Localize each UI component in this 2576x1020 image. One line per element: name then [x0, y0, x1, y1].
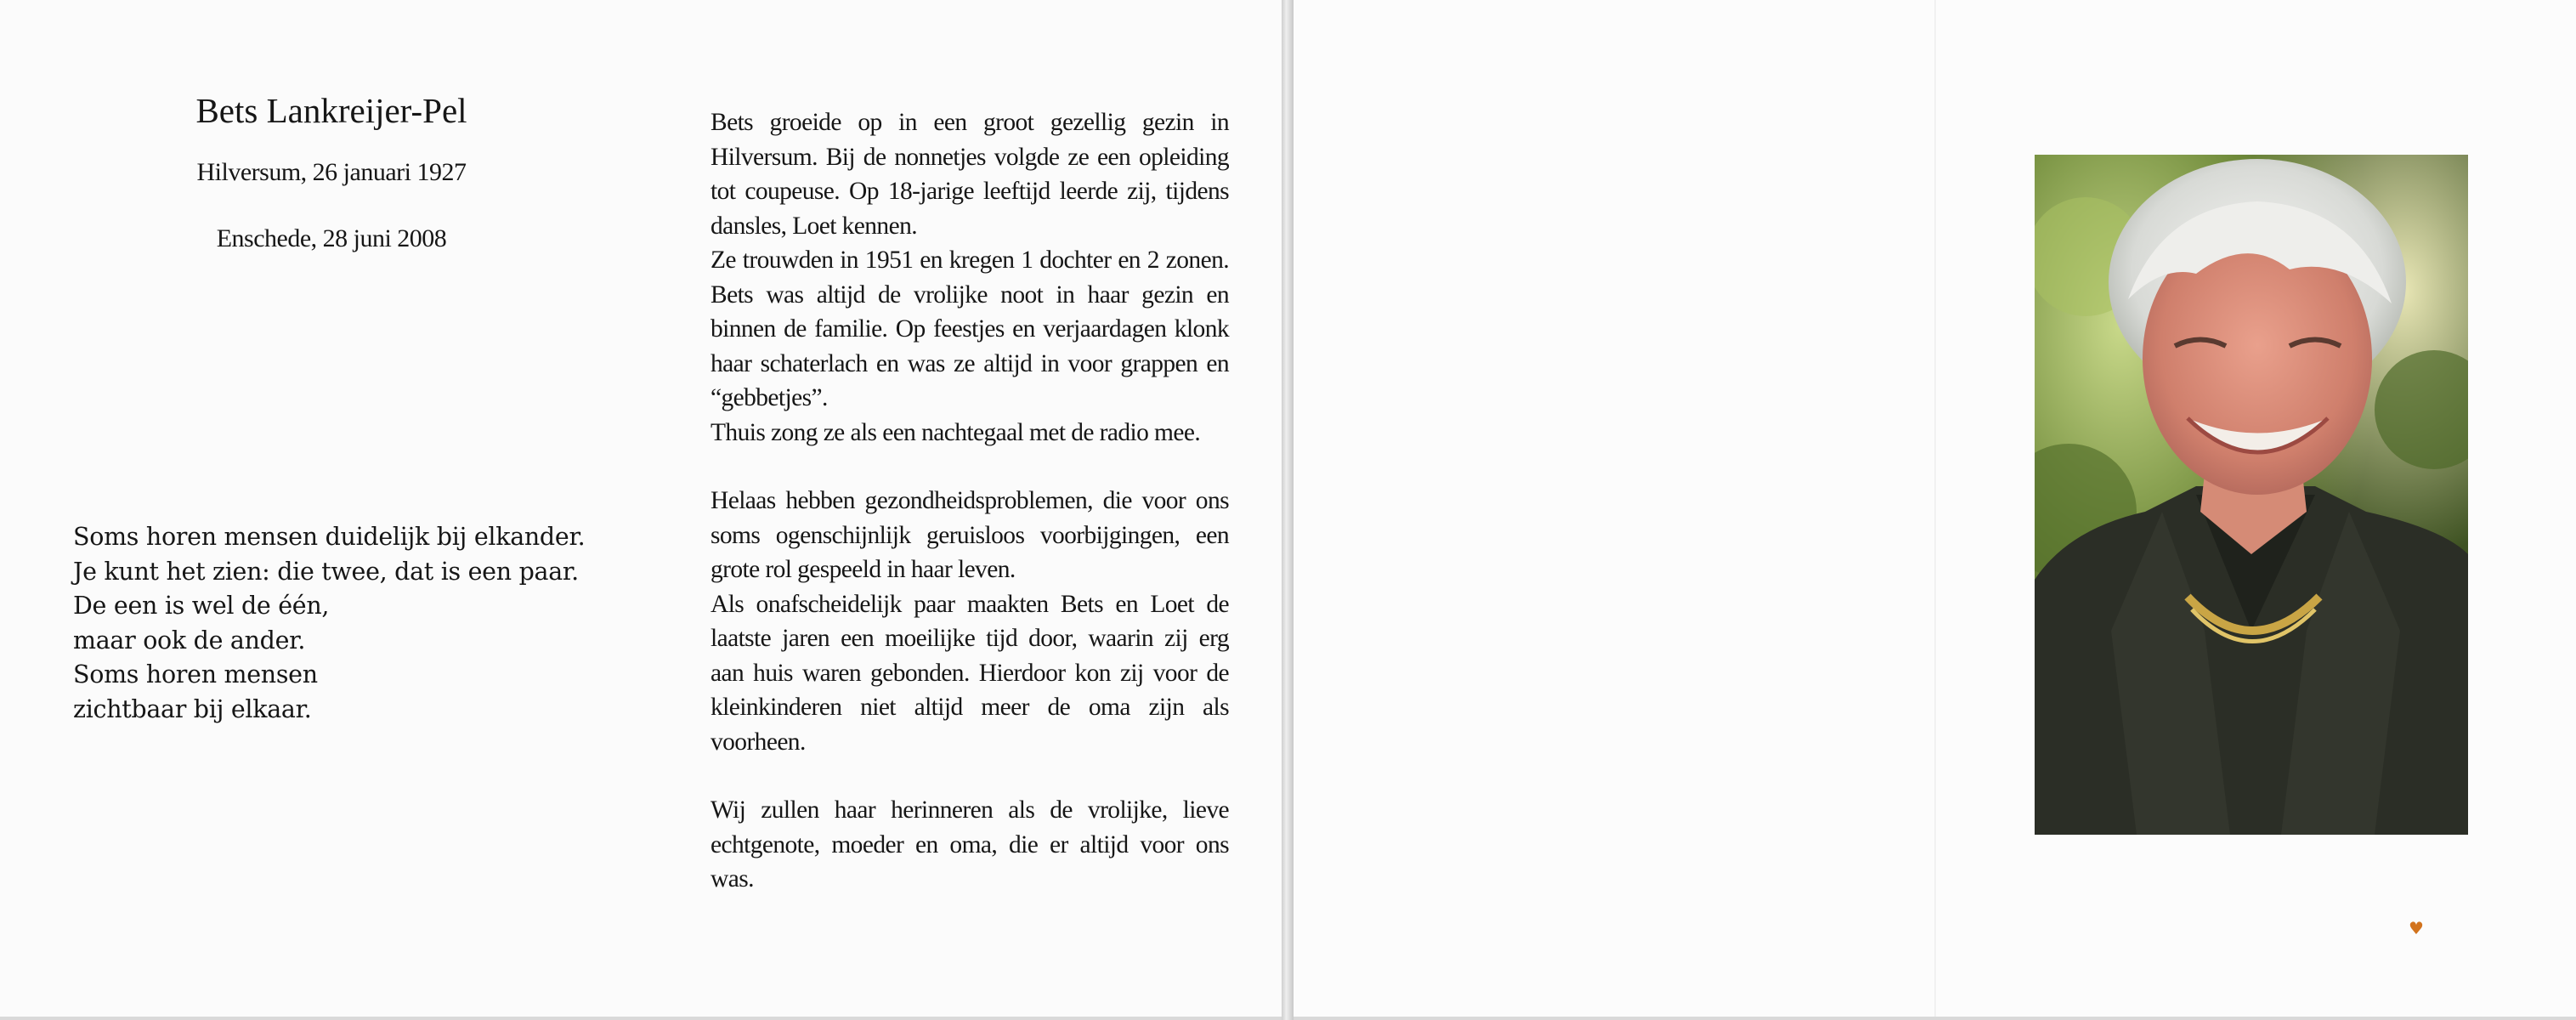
bio-line: echtgenote, moeder en oma, die er altijd voor ons — [711, 830, 1229, 858]
bio-line: grote rol gespeeld in haar leven. — [711, 556, 1016, 583]
bio-line: tot coupeuse. Op 18-jarige leeftijd leerde zij, tijdens — [711, 178, 1229, 205]
heart-icon: ♥ — [2409, 918, 2424, 938]
portrait-photo — [2035, 155, 2468, 835]
birth-line: Hilversum, 26 januari 1927 — [196, 158, 467, 186]
bio-line: voorheen. — [711, 728, 806, 756]
poem-line: zichtbaar bij elkaar. — [73, 694, 312, 723]
inner-crease — [1934, 0, 1936, 1017]
poem-line: Soms horen mensen duidelijk bij elkander. — [73, 523, 586, 551]
bio-line: Als onafscheidelijk paar maakten Bets en Loet de — [711, 590, 1229, 618]
poem-line: maar ook de ander. — [73, 626, 306, 654]
bio-line: aan huis waren gebonden. Hierdoor kon zij voor de — [711, 659, 1229, 687]
bio-paragraph-2 — [711, 484, 1229, 759]
bio-line: soms ogenschijnlijk geruisloos voorbijgingen, een — [711, 521, 1229, 549]
bio-line: Bets groeide op in een groot gezellig gezin in — [711, 109, 1229, 136]
bio-paragraph-1 — [711, 105, 1229, 450]
bio-line: Hilversum. Bij de nonnetjes volgde ze een opleiding — [711, 143, 1229, 171]
bio-line: Wij zullen haar herinneren als de vrolijke, lieve — [711, 796, 1229, 824]
death-line: Enschede, 28 juni 2008 — [216, 224, 447, 252]
deceased-name: Bets Lankreijer-Pel — [195, 91, 467, 130]
bio-line: “gebbetjes”. — [711, 384, 828, 411]
bio-line: Ze trouwden in 1951 en kregen 1 dochter en 2 zonen. — [711, 246, 1229, 274]
poem-line: Je kunt het zien: die twee, dat is een paar. — [73, 557, 579, 586]
bio-line: laatste jaren een moeilijke tijd door, waarin zij erg — [711, 625, 1229, 652]
poem-line: De een is wel de één, — [73, 592, 330, 620]
bio-line: kleinkinderen niet altijd meer de oma zijn als — [711, 694, 1229, 721]
bio-line: Bets was altijd de vrolijke noot in haar gezin en — [711, 280, 1229, 309]
bio-paragraph-3 — [711, 793, 1229, 897]
bio-line: dansles, Loet kennen. — [711, 212, 917, 240]
heading-block — [136, 90, 527, 291]
bio-line: haar schaterlach en was ze altijd in voor grappen en — [711, 349, 1229, 377]
bio-line: Thuis zong ze als een nachtegaal met de radio mee. — [711, 418, 1201, 446]
poem-line: Soms horen mensen — [73, 660, 318, 688]
card-fold — [1282, 0, 1294, 1020]
card-left-spread — [0, 0, 1282, 1017]
poem — [73, 520, 585, 727]
biography — [711, 105, 1229, 931]
bio-line: binnen de familie. Op feestjes en verjaardagen klonk — [711, 315, 1229, 343]
bio-line: was. — [711, 865, 754, 892]
bio-line: Helaas hebben gezondheidsproblemen, die voor ons — [711, 487, 1229, 514]
